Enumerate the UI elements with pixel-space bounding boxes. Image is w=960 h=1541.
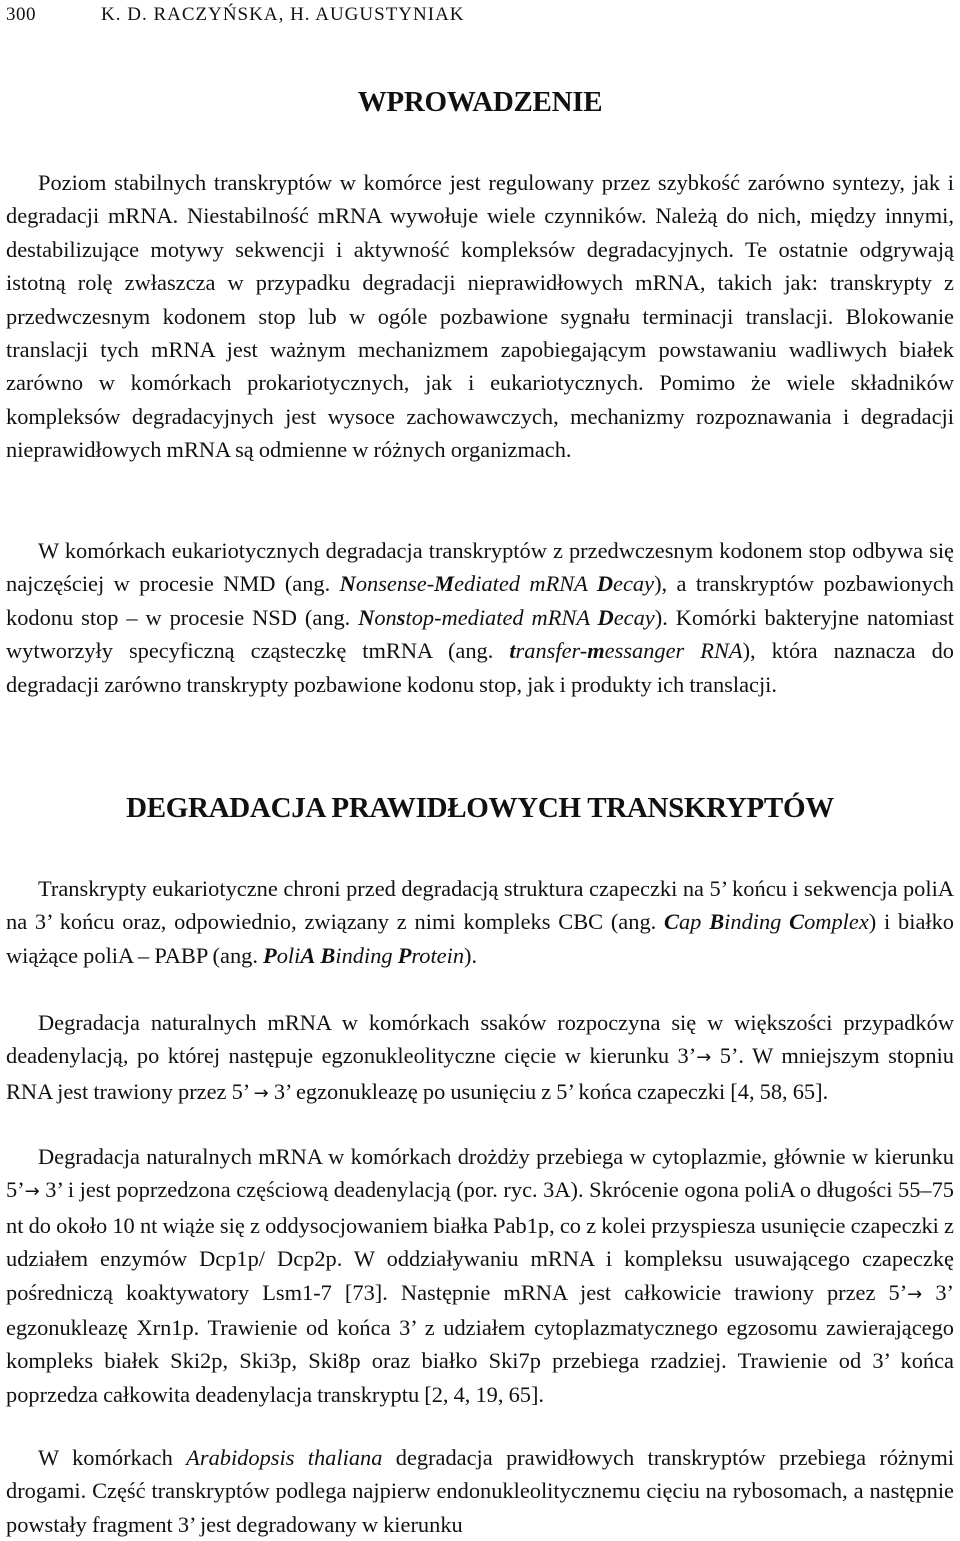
- text-run: ) i białko wiążące poliA – PABP (ang.: [6, 909, 955, 968]
- text-run: W komórkach eukariotycznych degradacja transkryptów z przedwczesnym kodonem stop odbywa się najczęściej w procesie NMD (ang.: [6, 538, 954, 597]
- text-run: t: [509, 638, 516, 664]
- text-run: ), która naznacza do degradacji zarówno transkrypty pozbawione kodonu stop, jak i produkty ich translacji.: [6, 638, 954, 697]
- text-run: N: [339, 571, 356, 597]
- text-run: ecay: [613, 571, 655, 597]
- text-run: ecay: [613, 604, 655, 630]
- text-run: ).: [464, 942, 478, 968]
- text-run: oli: [276, 942, 301, 968]
- right-arrow-icon: →: [696, 1047, 712, 1069]
- text-run: Poziom stabilnych transkryptów w komórce jest regulowany przez szybkość zarówno syntezy, jak i degradacji mRNA. Niestabilność mRNA wywołuje wiele czynników. Należą do nich, między innymi, destabilizujące motywy sekwencji i aktywność kompleksów degradacyjnych. Te ostatnie odgrywają istotną rolę zwłaszcza w przypadku degradacji nieprawidłowych mRNA, takich jak: transkrypty z przedwczesnym kodonem stop lub w ogóle pozbawione sygnału terminacji translacji. Blokowanie translacji tych mRNA jest ważnym mechanizmem zapobiegającym powstawaniu wadliwych białek zarówno w komórkach prokariotycznych, jak i eukariotycznych. Pomimo że wiele składników kompleksów degradacyjnych jest wysoce zachowawczych, mechanizmy rozpoznawania i degradacji nieprawidłowych mRNA są odmienne w różnych organizmach.: [6, 170, 954, 463]
- text-run: M: [434, 571, 455, 597]
- text-run: D: [597, 604, 614, 630]
- paragraph: [6, 1441, 954, 1541]
- paragraph: [6, 534, 954, 701]
- text-run: omplex: [804, 909, 869, 935]
- text-run: C: [789, 909, 805, 935]
- text-run: Arabidopsis thaliana: [186, 1445, 383, 1470]
- text-run: Transkrypty eukariotyczne chroni przed degradacją struktura czapeczki na 5’ końcu i sekwencja poliA na 3’ końcu oraz, odpowiednio, związany z nimi kompleks CBC (ang.: [6, 876, 954, 935]
- text-run: on: [374, 604, 397, 630]
- text-run: B: [709, 909, 725, 935]
- paragraph: [6, 872, 954, 972]
- text-run: inding: [724, 909, 790, 935]
- right-arrow-icon: →: [253, 1082, 269, 1104]
- text-run: ap: [678, 909, 710, 935]
- text-run: D: [596, 571, 614, 597]
- text-run: Degradacja naturalnych mRNA w komórkach ssaków rozpoczyna się w większości przypadków deadenylacją, po której następuje egzonukleolityczne cięcie w kierunku 3’: [6, 1010, 954, 1069]
- text-run: P: [397, 942, 412, 968]
- text-run: degradacja prawidłowych transkryptów przebiega różnymi drogami. Część transkryptów podlega najpierw endonukleolitycznemu cięciu na rybosomach, a następnie powstały fragment 3’ jest degradowany w kierunku: [6, 1445, 954, 1537]
- paragraph: [6, 1006, 954, 1110]
- text-run: essanger RNA: [604, 638, 743, 664]
- paragraph: [6, 1140, 954, 1411]
- text-run: ransfer-: [515, 638, 588, 664]
- text-run: P: [263, 942, 277, 968]
- section-title-normal-transcripts: DEGRADACJA PRAWIDŁOWYCH TRANSKRYPTÓW: [126, 792, 834, 824]
- text-run: 3’ egzonukleazę po usunięciu z 5’ końca czapeczki [4, 58, 65].: [268, 1078, 829, 1104]
- text-run: A: [300, 942, 316, 968]
- right-arrow-icon: →: [907, 1283, 923, 1305]
- text-run: rotein: [411, 942, 465, 968]
- text-run: top-mediated mRNA: [405, 604, 598, 630]
- text-run: C: [664, 909, 679, 935]
- right-arrow-icon: →: [24, 1181, 40, 1203]
- text-run: ). Komórki bakteryjne natomiast wytworzyły specyficzną cząsteczkę tmRNA (ang.: [6, 604, 954, 664]
- text-run: 5’. W mniejszym stopniu RNA jest trawiony przez 5’: [6, 1043, 955, 1104]
- running-head: [6, 4, 954, 30]
- text-run: N: [358, 604, 375, 630]
- text-run: inding: [335, 942, 398, 968]
- text-run: onsense-: [355, 571, 435, 597]
- text-run: Degradacja naturalnych mRNA w komórkach drożdży przebiega w cytoplazmie, głównie w kierunku 5’: [6, 1144, 954, 1203]
- text-run: 3’ egzonukleazę Xrn1p. Trawienie od końca 3’ z udziałem cytoplazmatycznego egzosomu zawierającego kompleks białek Ski2p, Ski3p, Ski8p oraz białko Ski7p przebiega rzadziej. Trawienie od 3’ końca poprzedza całkowita deadenylacja transkryptu [2, 4, 19, 65].: [6, 1279, 954, 1407]
- text-run: 3’ i jest poprzedzona częściową deadenylacją (por. ryc. 3A). Skrócenie ogona poliA o długości 55–75 nt do około 10 nt wiąże się z oddysocjowaniem białka Pab1p, co z kolei przyspiesza usunięcie czapeczki z udziałem enzymów Dcp1p/ Dcp2p. W oddziaływaniu mRNA i kompleksu usuwającego czapeczkę pośredniczą koaktywatory Lsm1-7 [73]. Następnie mRNA jest całkowicie trawiony przez 5’: [6, 1177, 954, 1305]
- text-run: B: [320, 942, 336, 968]
- section-title-introduction: WPROWADZENIE: [357, 86, 603, 118]
- text-run: ), a transkryptów pozbawionych kodonu stop – w procesie NSD (ang.: [6, 571, 954, 630]
- page-number: 300: [6, 4, 36, 25]
- text-run: m: [587, 638, 605, 664]
- text-run: ediated mRNA: [454, 571, 597, 597]
- text-run: s: [396, 604, 406, 630]
- text-run: W komórkach: [38, 1445, 187, 1470]
- running-head-authors: K. D. RACZYŃSKA, H. AUGUSTYNIAK: [101, 4, 465, 25]
- paragraph: [6, 166, 954, 467]
